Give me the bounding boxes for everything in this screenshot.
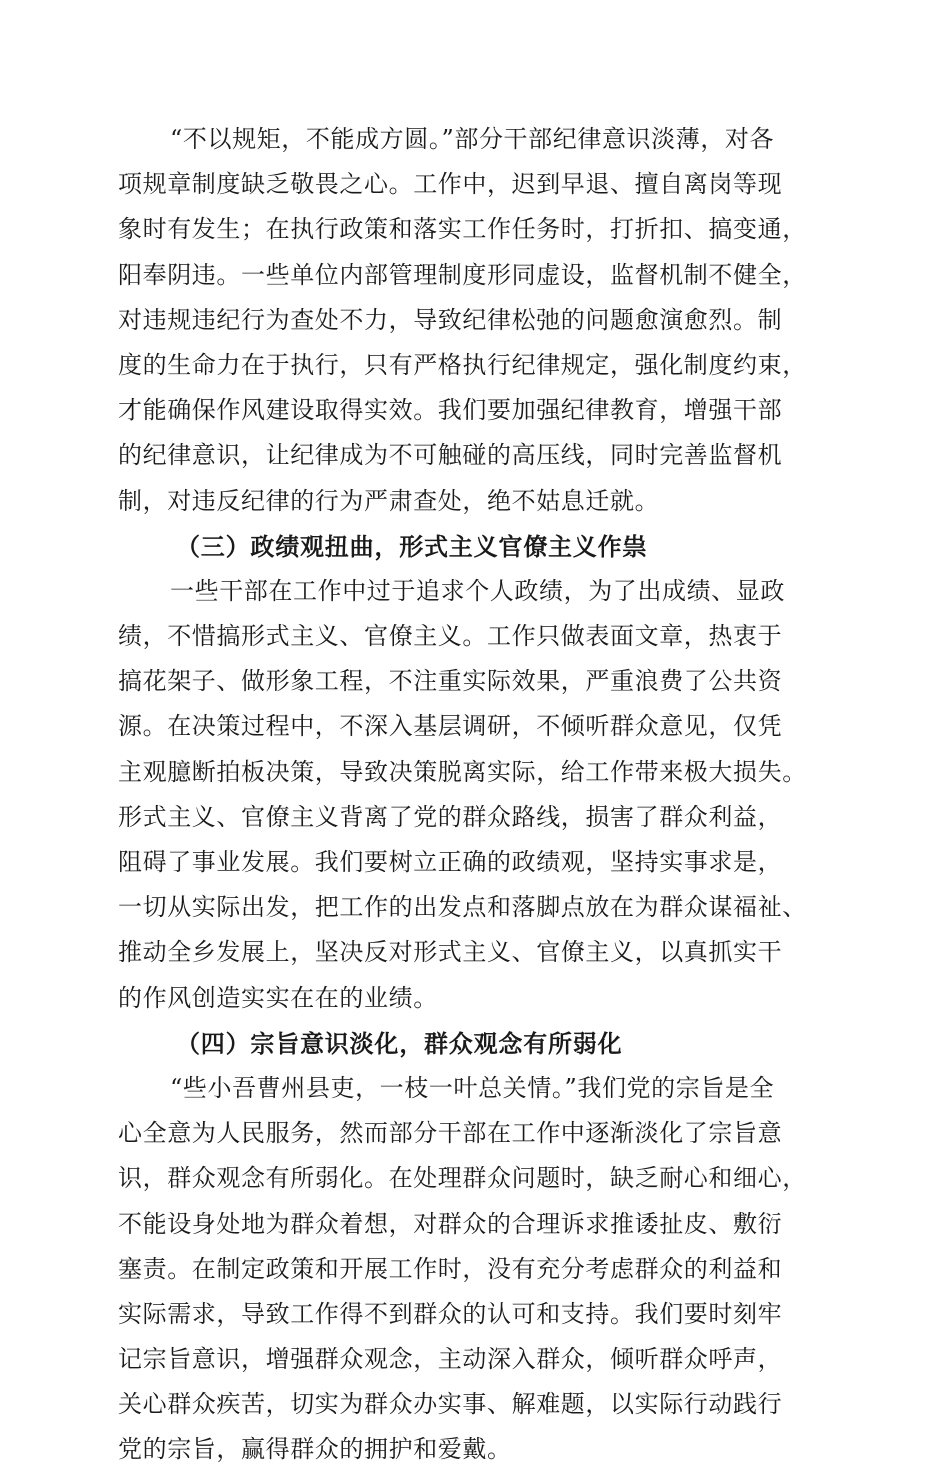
paragraph-line: 实际需求，导致工作得不到群众的认可和支持。我们要时刻牢: [118, 1299, 783, 1328]
section-heading-four: （四）宗旨意识淡化，群众观念有所弱化: [176, 1028, 623, 1058]
paragraph-line: 项规章制度缺乏敬畏之心。工作中，迟到早退、擅自离岗等现: [118, 170, 783, 199]
paragraph-line: “不以规矩，不能成方圆。”部分干部纪律意识淡薄，对各: [170, 125, 775, 153]
paragraph-line: 记宗旨意识，增强群众观念，主动深入群众，倾听群众呼声，: [118, 1345, 783, 1374]
paragraph-line: 党的宗旨，赢得群众的拥护和爱戴。: [118, 1435, 512, 1464]
paragraph-performance-view: [118, 569, 834, 1021]
paragraph-line: 象时有发生；在执行政策和落实工作任务时，打折扣、搞变通，: [118, 215, 807, 244]
paragraph-line: 阳奉阴违。一些单位内部管理制度形同虚设，监督机制不健全，: [118, 260, 807, 289]
paragraph-line: 推动全乡发展上，坚决反对形式主义、官僚主义，以真抓实干: [118, 938, 783, 967]
paragraph-line: 搞花架子、做形象工程，不注重实际效果，严重浪费了公共资: [118, 667, 783, 696]
paragraph-line: 关心群众疾苦，切实为群众办实事、解难题，以实际行动践行: [118, 1390, 783, 1419]
paragraph-line: 主观臆断拍板决策，导致决策脱离实际，给工作带来极大损失。: [118, 757, 807, 786]
section-heading-three: （三）政绩观扭曲，形式主义官僚主义作祟: [176, 531, 648, 561]
paragraph-line: “些小吾曹州县吏，一枝一叶总关情。”我们党的宗旨是全: [170, 1073, 775, 1102]
document-body: [118, 117, 834, 1473]
paragraph-line: 绩，不惜搞形式主义、官僚主义。工作只做表面文章，热衷于: [118, 622, 783, 651]
paragraph-line: 源。在决策过程中，不深入基层调研，不倾听群众意见，仅凭: [118, 712, 783, 741]
paragraph-line: 对违规违纪行为查处不力，导致纪律松弛的问题愈演愈烈。制: [118, 305, 783, 334]
paragraph-line: 的作风创造实实在在的业绩。: [118, 983, 438, 1012]
paragraph-line: 不能设身处地为群众着想，对群众的合理诉求推诿扯皮、敷衍: [118, 1209, 783, 1238]
paragraph-line: 才能确保作风建设取得实效。我们要加强纪律教育，增强干部: [118, 396, 783, 425]
paragraph-line: 一些干部在工作中过于追求个人政绩，为了出成绩、显政: [170, 576, 785, 605]
paragraph-line: 形式主义、官僚主义背离了党的群众路线，损害了群众利益，: [118, 802, 783, 831]
paragraph-line: 识，群众观念有所弱化。在处理群众问题时，缺乏耐心和细心，: [118, 1164, 807, 1193]
paragraph-discipline: [118, 117, 834, 524]
paragraph-line: 度的生命力在于执行，只有严格执行纪律规定，强化制度约束，: [118, 350, 807, 379]
paragraph-line: 阻碍了事业发展。我们要树立正确的政绩观，坚持实事求是，: [118, 848, 783, 876]
paragraph-line: 一切从实际出发，把工作的出发点和落脚点放在为群众谋福祉、: [118, 893, 807, 922]
paragraph-line: 制，对违反纪律的行为严肃查处，绝不姑息迁就。: [118, 486, 660, 515]
paragraph-line: 心全意为人民服务，然而部分干部在工作中逐渐淡化了宗旨意: [118, 1119, 783, 1148]
paragraph-purpose-awareness: [118, 1066, 834, 1473]
paragraph-line: 塞责。在制定政策和开展工作时，没有充分考虑群众的利益和: [118, 1254, 783, 1283]
paragraph-line: 的纪律意识，让纪律成为不可触碰的高压线，同时完善监督机: [118, 441, 783, 470]
